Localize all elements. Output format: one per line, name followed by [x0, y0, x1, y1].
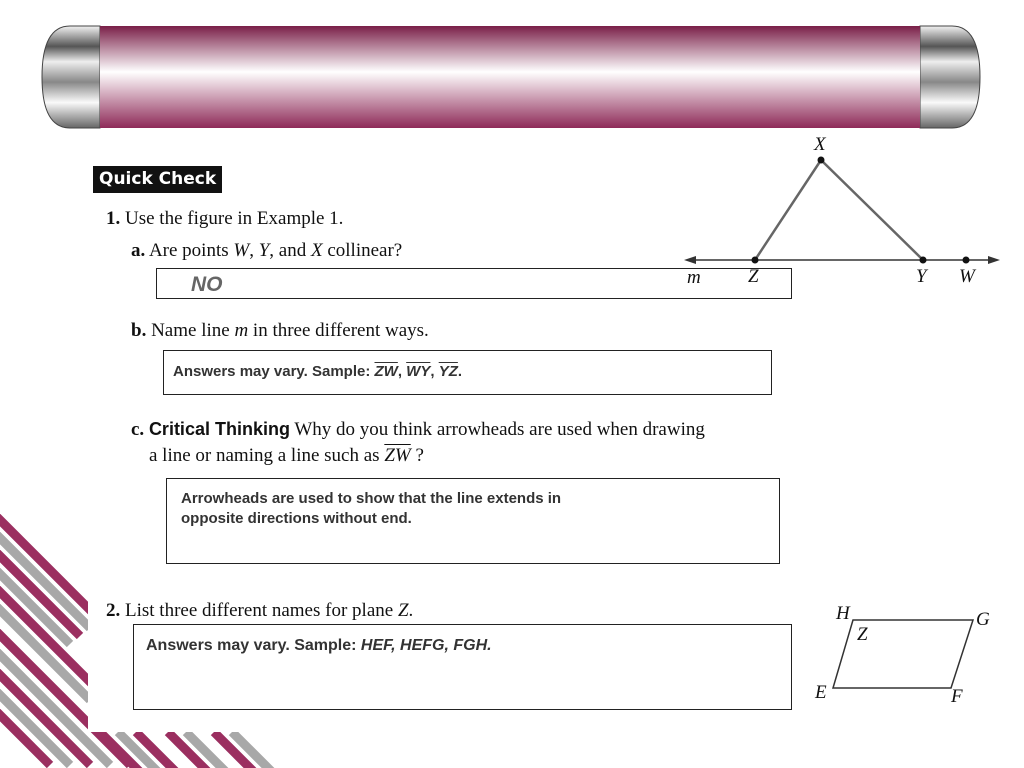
- q1c-answer-line1: Arrowheads are used to show that the line extends in: [181, 490, 562, 507]
- figure-plane-z: [805, 600, 1015, 710]
- q1b-answer-text: Answers may vary. Sample:: [173, 363, 375, 380]
- line-zw-symbol: $\overline{ZW}$: [384, 445, 411, 466]
- q1b-m: m: [234, 320, 249, 341]
- arrowhead-right: [988, 256, 1000, 264]
- line-yz: $\overline{YZ}$: [438, 363, 458, 380]
- q1c-line2: a line or naming a line such as: [149, 445, 385, 466]
- q2-text: List three different names for plane: [125, 600, 398, 621]
- line-wy: $\overline{WY}$: [406, 363, 431, 380]
- line-zw: $\overline{ZW}$: [374, 363, 398, 380]
- label-z: Z: [748, 266, 759, 287]
- q1b-end: .: [457, 363, 463, 380]
- point-x: [818, 157, 825, 164]
- q2-answer-box[interactable]: [133, 624, 792, 710]
- q1a-prompt: [131, 240, 402, 262]
- q1b-answer: [173, 363, 462, 380]
- q1c-label: c.: [131, 419, 145, 440]
- q1-prompt: [106, 208, 343, 230]
- q1b-answer-box[interactable]: [163, 350, 772, 395]
- q1a-sep: , and: [269, 240, 311, 261]
- q1a-answer: NO: [191, 273, 223, 296]
- plane-z: [833, 620, 973, 688]
- q2-answer: [146, 637, 492, 655]
- q1a-text: Are points: [148, 240, 234, 261]
- q1c-answer-line2: opposite directions without end.: [181, 510, 412, 527]
- label-y: Y: [916, 266, 927, 287]
- label-g: G: [976, 609, 990, 630]
- q1c-answer-box[interactable]: [166, 478, 780, 564]
- q2-answer-names: HEF, HEFG, FGH.: [360, 637, 492, 654]
- q1a-sep: ,: [249, 240, 259, 261]
- q1b-text: Name line: [151, 320, 235, 341]
- header-banner: [0, 0, 1024, 140]
- q1-number: 1.: [106, 208, 121, 229]
- label-e: E: [815, 682, 827, 703]
- segment-xy: [821, 160, 923, 260]
- figure-line-m: [680, 130, 1010, 290]
- q2-prompt: [106, 600, 413, 622]
- q1c-line1: Why do you think arrowheads are used when drawing: [294, 419, 705, 440]
- banner-right-cap: [920, 26, 980, 128]
- q2-z: Z: [397, 600, 409, 621]
- label-x: X: [814, 134, 826, 155]
- q1c-prompt: [131, 416, 705, 469]
- q1b-label: b.: [131, 320, 147, 341]
- q1a-label: a.: [131, 240, 146, 261]
- q1b-sep: ,: [430, 363, 439, 380]
- q1b-text: in three different ways.: [248, 320, 429, 341]
- q1c-answer: [181, 489, 561, 529]
- label-f: F: [951, 686, 963, 707]
- q1b-prompt: [131, 320, 429, 342]
- label-plane-z: Z: [857, 624, 868, 645]
- q1c-line2-end: ?: [410, 445, 424, 466]
- banner-body: [100, 26, 920, 128]
- banner-left-cap: [42, 26, 100, 128]
- q1a-text: collinear?: [322, 240, 403, 261]
- q1a-x: X: [310, 240, 323, 261]
- q1-text: Use the figure in Example 1.: [125, 208, 344, 229]
- q1a-y: Y: [258, 240, 270, 261]
- label-h: H: [836, 603, 850, 624]
- label-m: m: [687, 267, 701, 288]
- segment-zx: [755, 160, 821, 260]
- q1a-w: W: [233, 240, 250, 261]
- q2-answer-text: Answers may vary. Sample:: [146, 637, 361, 654]
- point-z: [752, 257, 759, 264]
- q2-number: 2.: [106, 600, 121, 621]
- q1c-heading: Critical Thinking: [148, 419, 290, 439]
- point-y: [920, 257, 927, 264]
- quick-check-heading: Quick Check: [93, 166, 222, 193]
- arrowhead-left: [684, 256, 696, 264]
- point-w: [963, 257, 970, 264]
- q2-text-end: .: [408, 600, 414, 621]
- q1b-sep: ,: [397, 363, 407, 380]
- label-w: W: [959, 266, 975, 287]
